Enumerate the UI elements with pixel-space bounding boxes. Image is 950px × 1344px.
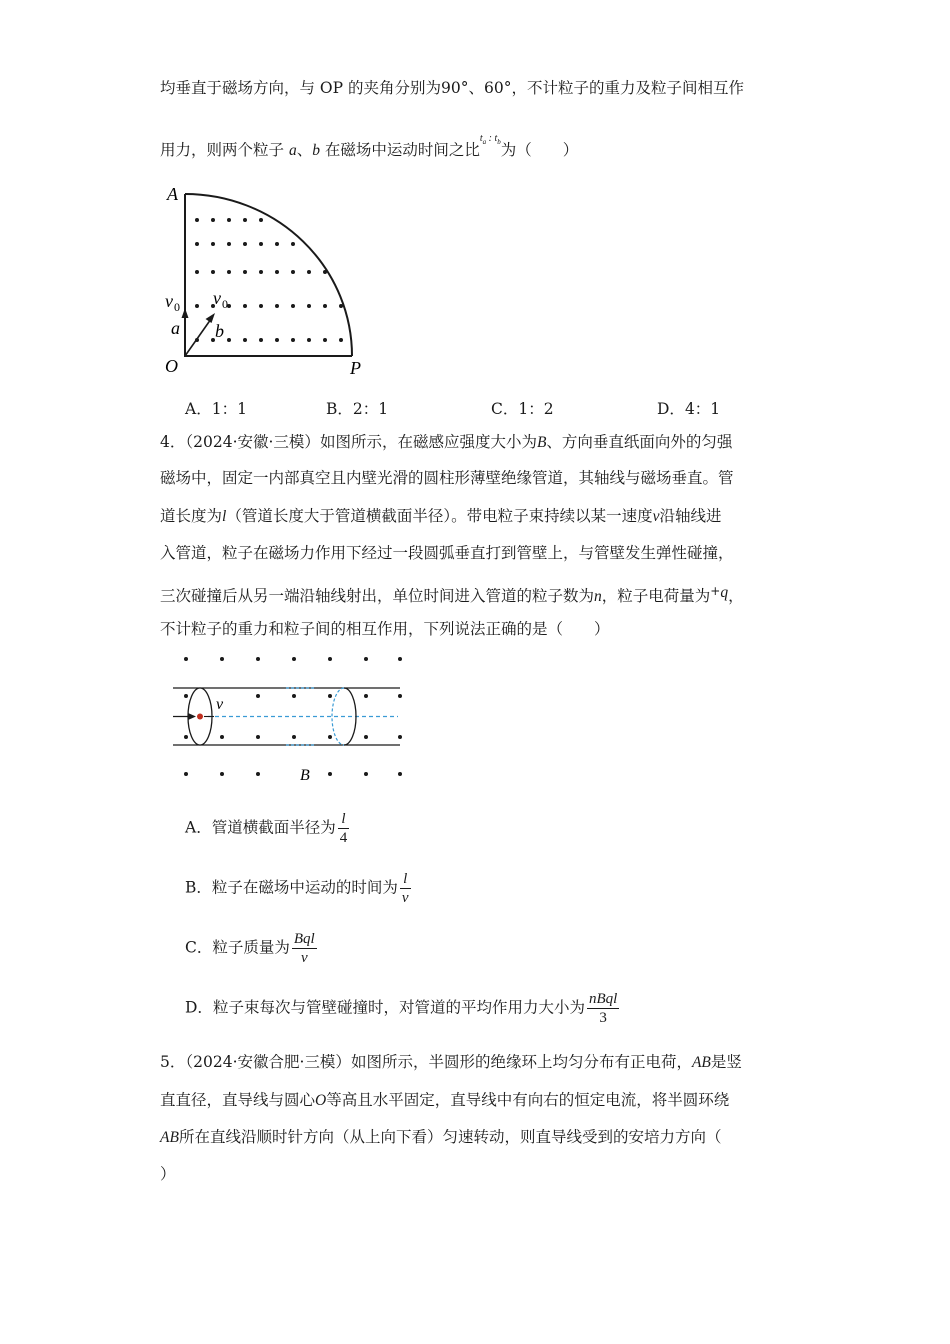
fraction-denominator: 4	[339, 830, 348, 846]
q5-text-line-1	[160, 1051, 742, 1074]
q4-option-A[interactable]	[185, 810, 349, 847]
option-key: B．	[185, 878, 212, 897]
q3-text-line-1	[160, 77, 744, 99]
ratio-sub-a: a	[482, 138, 487, 146]
q4-l5-a: 三次碰撞后从另一端沿轴线射出，单位时间进入管道的粒子数为	[160, 587, 595, 606]
q3-option-D[interactable]	[657, 397, 720, 419]
q5-l1-end: 是竖	[710, 1053, 742, 1071]
option-fraction	[338, 810, 350, 847]
q4-symbol-v: v	[652, 508, 660, 525]
q5-l1-text: 如图所示，半圆形的绝缘环上均匀分布有正电荷，	[350, 1053, 692, 1071]
q3-option-A[interactable]	[185, 397, 247, 419]
q5-symbol-AB: AB	[691, 1054, 711, 1071]
q4-l1-end: 、方向垂直纸面向外的匀强	[546, 433, 733, 451]
label-v0-right: v	[213, 288, 221, 308]
q4-l5-b: ，粒子电荷量为	[601, 587, 711, 606]
q3-line2-part-b: 在磁场中运动时间之比	[319, 141, 480, 159]
label-B: B	[300, 767, 310, 784]
fraction-numerator: l	[338, 810, 350, 829]
velocity-arrow-b	[185, 313, 215, 356]
q3-particle-a: a	[288, 142, 297, 159]
q5-l4-text: ）	[160, 1165, 176, 1183]
q4-symbol-l: l	[222, 508, 227, 525]
option-key: A．	[185, 818, 212, 837]
label-b: b	[215, 321, 224, 341]
option-key: C．	[185, 938, 213, 957]
q5-source: （2024·安徽合肥·三模）	[185, 1053, 351, 1071]
fraction-numerator: Bql	[293, 931, 315, 947]
q4-l4-text: 入管道，粒子在磁场力作用下经过一段圆弧垂直打到管壁上，与管壁发生弹性碰撞，	[160, 544, 734, 562]
q5-l2-b: 等高且水平固定，直导线中有向右的恒定电流，将半圆环绕	[326, 1091, 730, 1109]
q5-symbol-O: O	[315, 1092, 327, 1109]
fraction-denominator: 3	[599, 1010, 607, 1026]
ratio-sub-b: b	[497, 138, 501, 146]
q4-symbol-plus: +	[710, 584, 721, 598]
velocity-arrow-a	[182, 308, 189, 356]
q5-text-line-2	[160, 1089, 729, 1112]
q5-text-line-3	[160, 1126, 721, 1149]
q3-particle-b: b	[312, 142, 320, 159]
q4-text-line-5	[160, 580, 744, 608]
q4-symbol-n: n	[594, 588, 602, 606]
option-text: 2：1	[352, 400, 389, 418]
q4-l6-text: 不计粒子的重力和粒子间的相互作用，下列说法正确的是（ ）	[160, 620, 610, 638]
q4-tube-figure	[168, 648, 418, 788]
q5-l2-a: 直直径，直导线与圆心	[160, 1091, 316, 1109]
q4-number: 4．	[160, 433, 186, 451]
q4-l3-b: （管道长度大于管道横截面半径）。带电粒子束持续以某一速度	[226, 507, 653, 525]
fraction-denominator: v	[401, 890, 409, 906]
label-v0-left-sub: 0	[174, 300, 180, 314]
q4-option-D[interactable]	[185, 990, 619, 1027]
q4-l5-c: ，	[728, 587, 744, 606]
option-text: 管道横截面半径为	[211, 818, 336, 837]
option-text: 4：1	[684, 400, 721, 418]
fraction-numerator: nBql	[588, 991, 618, 1007]
label-a: a	[171, 318, 180, 338]
option-key: D．	[185, 998, 213, 1017]
option-fraction	[400, 870, 411, 907]
field-boundary-arc	[185, 194, 352, 356]
option-text: 粒子束每次与管壁碰撞时，对管道的平均作用力大小为	[212, 998, 585, 1017]
q3-time-ratio	[480, 128, 501, 153]
option-text: 粒子在磁场中运动的时间为	[211, 878, 398, 897]
label-v0-left: v	[165, 291, 173, 311]
q3-line1-text: 均垂直于磁场方向，与 OP 的夹角分别为90°、60°，不计粒子的重力及粒子间相互作	[160, 79, 744, 97]
option-key: D．	[657, 400, 685, 418]
option-key: C．	[491, 400, 519, 418]
option-text: 1：2	[518, 400, 554, 418]
label-A: A	[167, 184, 178, 204]
q3-line2-part-a: 用力，则两个粒子	[160, 141, 289, 159]
option-text: 粒子质量为	[212, 938, 290, 957]
q4-text-line-4	[160, 542, 734, 564]
q3-option-C[interactable]	[491, 397, 554, 419]
ratio-ta: t	[479, 133, 483, 144]
q4-source: （2024·安徽·三模）	[185, 433, 320, 451]
q4-text-line-2	[160, 467, 734, 489]
fraction-numerator: l	[400, 870, 411, 889]
label-O: O	[165, 356, 178, 376]
option-text: 1：1	[211, 400, 247, 418]
q4-l2-text: 磁场中，固定一内部真空且内壁光滑的圆柱形薄壁绝缘管道，其轴线与磁场垂直。管	[160, 469, 734, 487]
q3-option-B[interactable]	[326, 397, 388, 419]
particle-dot	[197, 714, 203, 720]
q4-text-line-1	[160, 431, 732, 454]
label-P: P	[350, 358, 361, 378]
ratio-tb: t	[494, 133, 498, 144]
q3-separator: 、	[296, 141, 313, 159]
q4-l1-text: 如图所示，在磁感应强度大小为	[319, 433, 537, 451]
label-v0-right-sub: 0	[222, 297, 228, 311]
field-boundary-lines	[185, 194, 352, 356]
label-v: v	[216, 696, 224, 713]
option-key: A．	[185, 400, 212, 418]
q3-quarter-circle-figure	[155, 180, 375, 380]
q4-l3-a: 道长度为	[160, 507, 223, 525]
option-fraction	[587, 990, 619, 1027]
q4-text-line-6	[160, 618, 610, 640]
option-key: B．	[326, 400, 353, 418]
q4-symbol-q: q	[720, 584, 729, 602]
q4-symbol-B: B	[536, 434, 547, 451]
q4-l3-c: 沿轴线进	[659, 507, 722, 525]
q4-text-line-3	[160, 505, 722, 528]
fraction-denominator: v	[300, 950, 308, 966]
q5-text-line-4	[160, 1163, 176, 1185]
q5-symbol-AB-2: AB	[160, 1129, 179, 1146]
q4-option-C[interactable]	[185, 930, 317, 967]
ratio-colon: :	[486, 133, 495, 144]
q5-number: 5．	[160, 1053, 186, 1071]
q3-text-line-2	[160, 133, 579, 167]
q4-option-B[interactable]	[185, 870, 411, 907]
q3-line2-part-c: 为（ ）	[500, 141, 579, 159]
option-fraction	[292, 930, 317, 967]
q5-l3-b: 所在直线沿顺时针方向（从上向下看）匀速转动，则直导线受到的安培力方向（	[178, 1128, 722, 1146]
